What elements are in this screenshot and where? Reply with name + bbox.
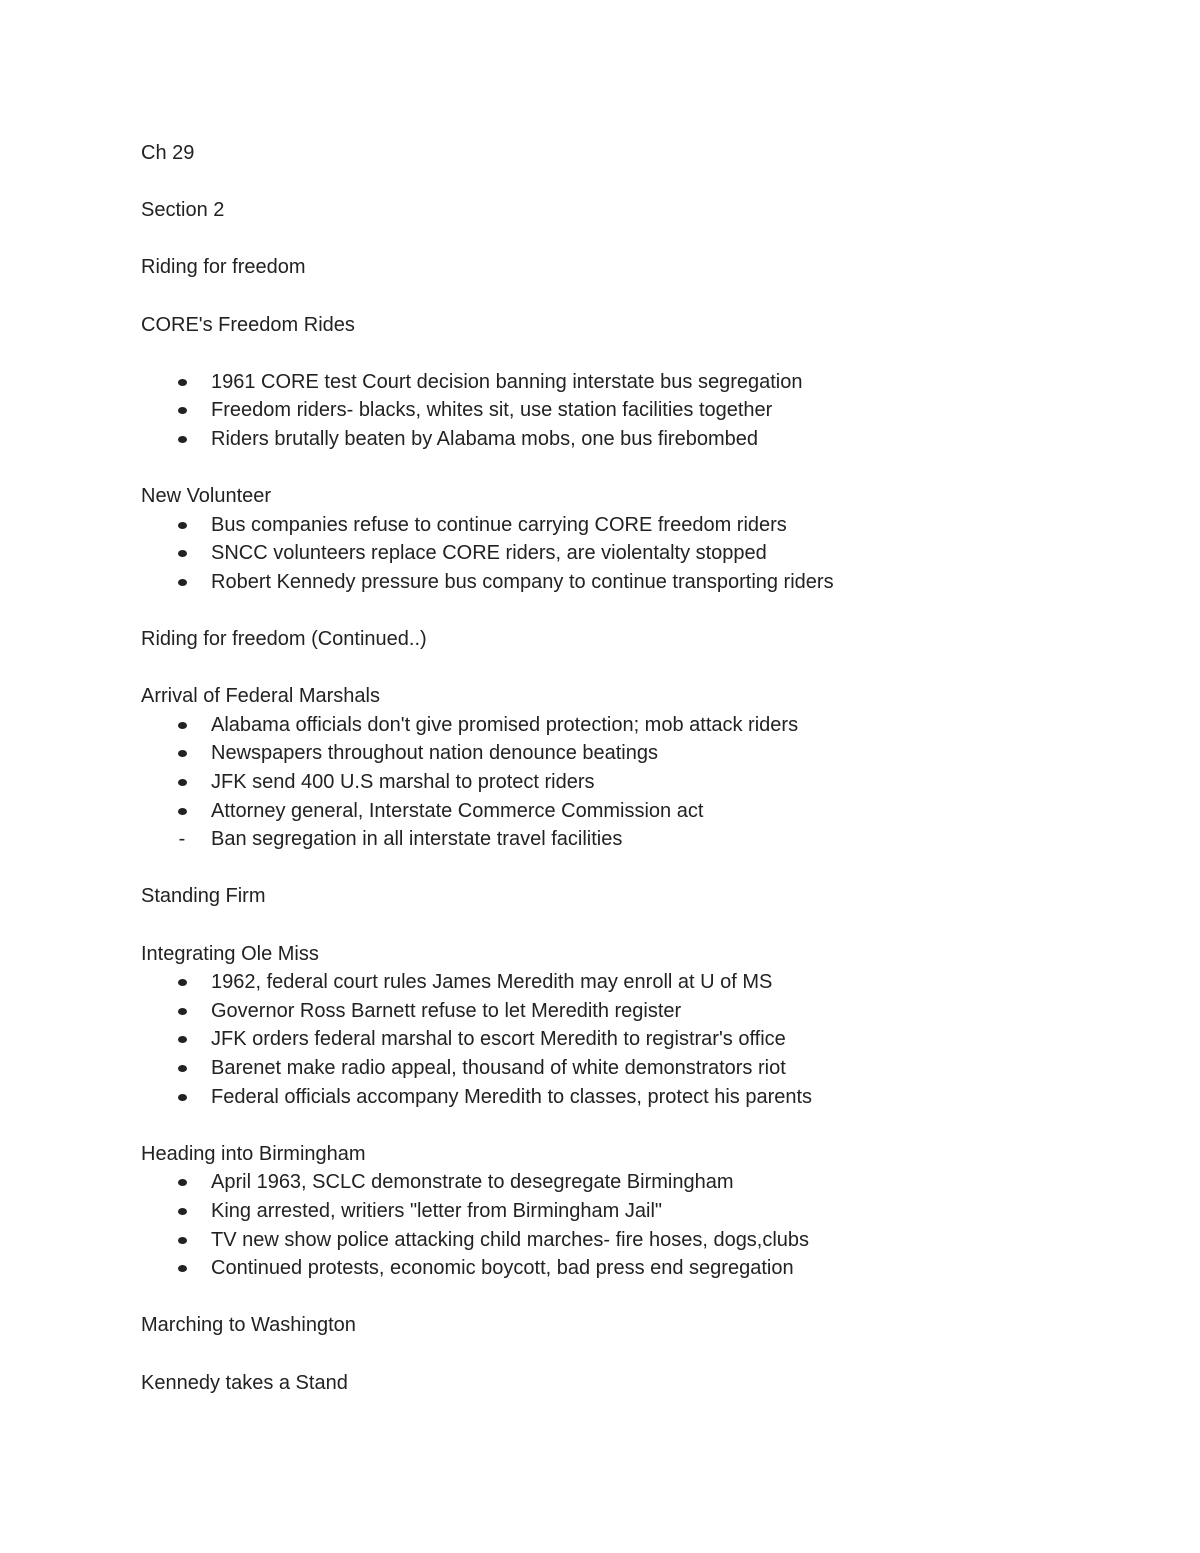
bullet-icon	[178, 1179, 187, 1186]
list-item-text: Federal officials accompany Meredith to classes, protect his parents	[211, 1085, 813, 1108]
heading-line: Arrival of Federal Marshals	[141, 685, 380, 708]
list-item-text: Alabama officials don't give promised protection; mob attack riders	[211, 713, 799, 736]
bullet-list-item	[141, 396, 1141, 425]
bullet-list-item	[141, 1197, 1141, 1226]
bullet-list-item	[141, 539, 1141, 568]
list-item-text: JFK orders federal marshal to escort Meredith to registrar's office	[211, 1028, 786, 1051]
line-gap	[141, 168, 1141, 197]
list-item-text: Freedom riders- blacks, whites sit, use station facilities together	[211, 399, 773, 422]
bullet-list-item	[141, 1254, 1141, 1283]
list-item-text: April 1963, SCLC demonstrate to desegregate Birmingham	[211, 1171, 734, 1194]
line-gap	[141, 454, 1141, 483]
bullet-list-item	[141, 968, 1141, 997]
bullet-list-item	[141, 739, 1141, 768]
heading-line: CORE's Freedom Rides	[141, 313, 355, 336]
bullet-icon	[178, 579, 187, 586]
list-item-text: TV new show police attacking child marches- fire hoses, dogs,clubs	[211, 1228, 810, 1251]
bullet-list-item	[141, 1226, 1141, 1255]
bullet-icon	[178, 979, 187, 986]
heading-line: Ch 29	[141, 142, 195, 164]
line-gap	[141, 654, 1141, 683]
list-item-text: Newspapers throughout nation denounce beatings	[211, 742, 658, 765]
bullet-list-item	[141, 568, 1141, 597]
bullet-icon	[178, 1065, 187, 1072]
bullet-icon	[178, 808, 187, 815]
heading-line: Riding for freedom (Continued..)	[141, 628, 427, 651]
heading-line: New Volunteer	[141, 485, 272, 508]
bullet-icon	[178, 550, 187, 557]
bullet-list-item	[141, 1054, 1141, 1083]
line-gap	[141, 1283, 1141, 1312]
bullet-icon	[178, 1036, 187, 1043]
list-item-text: SNCC volunteers replace CORE riders, are violentalty stopped	[211, 542, 767, 565]
list-item-text: 1961 CORE test Court decision banning interstate bus segregation	[211, 370, 803, 393]
bullet-list-item	[141, 1083, 1141, 1112]
bullet-icon	[178, 379, 187, 386]
bullet-icon	[178, 436, 187, 443]
bullet-icon	[178, 779, 187, 786]
bullet-list-item	[141, 711, 1141, 740]
line-gap	[141, 854, 1141, 883]
line-gap	[141, 1340, 1141, 1369]
line-gap	[141, 282, 1141, 311]
list-item-text: Barenet make radio appeal, thousand of white demonstrators riot	[211, 1057, 786, 1079]
line-gap	[141, 1111, 1141, 1140]
bullet-icon	[178, 522, 187, 529]
line-gap	[141, 597, 1141, 626]
heading-line: Riding for freedom	[141, 256, 306, 279]
bullet-list-item	[141, 368, 1141, 397]
bullet-icon	[178, 407, 187, 414]
heading-line: Section 2	[141, 199, 225, 222]
bullet-icon	[178, 1208, 187, 1215]
heading-line: Standing Firm	[141, 885, 266, 908]
bullet-list-item	[141, 425, 1141, 454]
list-item-text: Bus companies refuse to continue carrying CORE freedom riders	[211, 513, 787, 536]
list-item-text: Ban segregation in all interstate travel facilities	[211, 828, 623, 851]
bullet-list-item	[141, 768, 1141, 797]
list-item-text: King arrested, writiers "letter from Birmingham Jail"	[211, 1199, 662, 1222]
bullet-icon	[178, 1008, 187, 1015]
bullet-list-item	[141, 997, 1141, 1026]
line-gap	[141, 225, 1141, 254]
list-item-text: Riders brutally beaten by Alabama mobs, one bus firebombed	[211, 427, 758, 450]
list-item-text: JFK send 400 U.S marshal to protect riders	[211, 771, 595, 794]
bullet-icon	[178, 1094, 187, 1101]
list-item-text: Continued protests, economic boycott, bad press end segregation	[211, 1257, 794, 1280]
bullet-list-item	[141, 1168, 1141, 1197]
heading-line: Heading into Birmingham	[141, 1142, 366, 1165]
bullet-icon	[178, 722, 187, 729]
bullet-icon	[178, 750, 187, 757]
heading-line: Integrating Ole Miss	[141, 942, 319, 965]
heading-line: Marching to Washington	[141, 1314, 356, 1337]
bullet-list-item	[141, 511, 1141, 540]
dash-list-item	[141, 825, 1141, 854]
list-item-text: Attorney general, Interstate Commerce Commission act	[211, 799, 704, 822]
list-item-text: Robert Kennedy pressure bus company to continue transporting riders	[211, 570, 834, 593]
bullet-icon	[178, 1237, 187, 1244]
line-gap	[141, 911, 1141, 940]
document-body	[141, 139, 1141, 1397]
list-item-text: 1962, federal court rules James Meredith may enroll at U of MS	[211, 971, 773, 994]
dash-marker: -	[178, 828, 186, 851]
line-gap	[141, 339, 1141, 368]
bullet-icon	[178, 1265, 187, 1272]
heading-line: Kennedy takes a Stand	[141, 1371, 348, 1394]
bullet-list-item	[141, 797, 1141, 826]
bullet-list-item	[141, 1025, 1141, 1054]
list-item-text: Governor Ross Barnett refuse to let Meredith register	[211, 999, 682, 1022]
